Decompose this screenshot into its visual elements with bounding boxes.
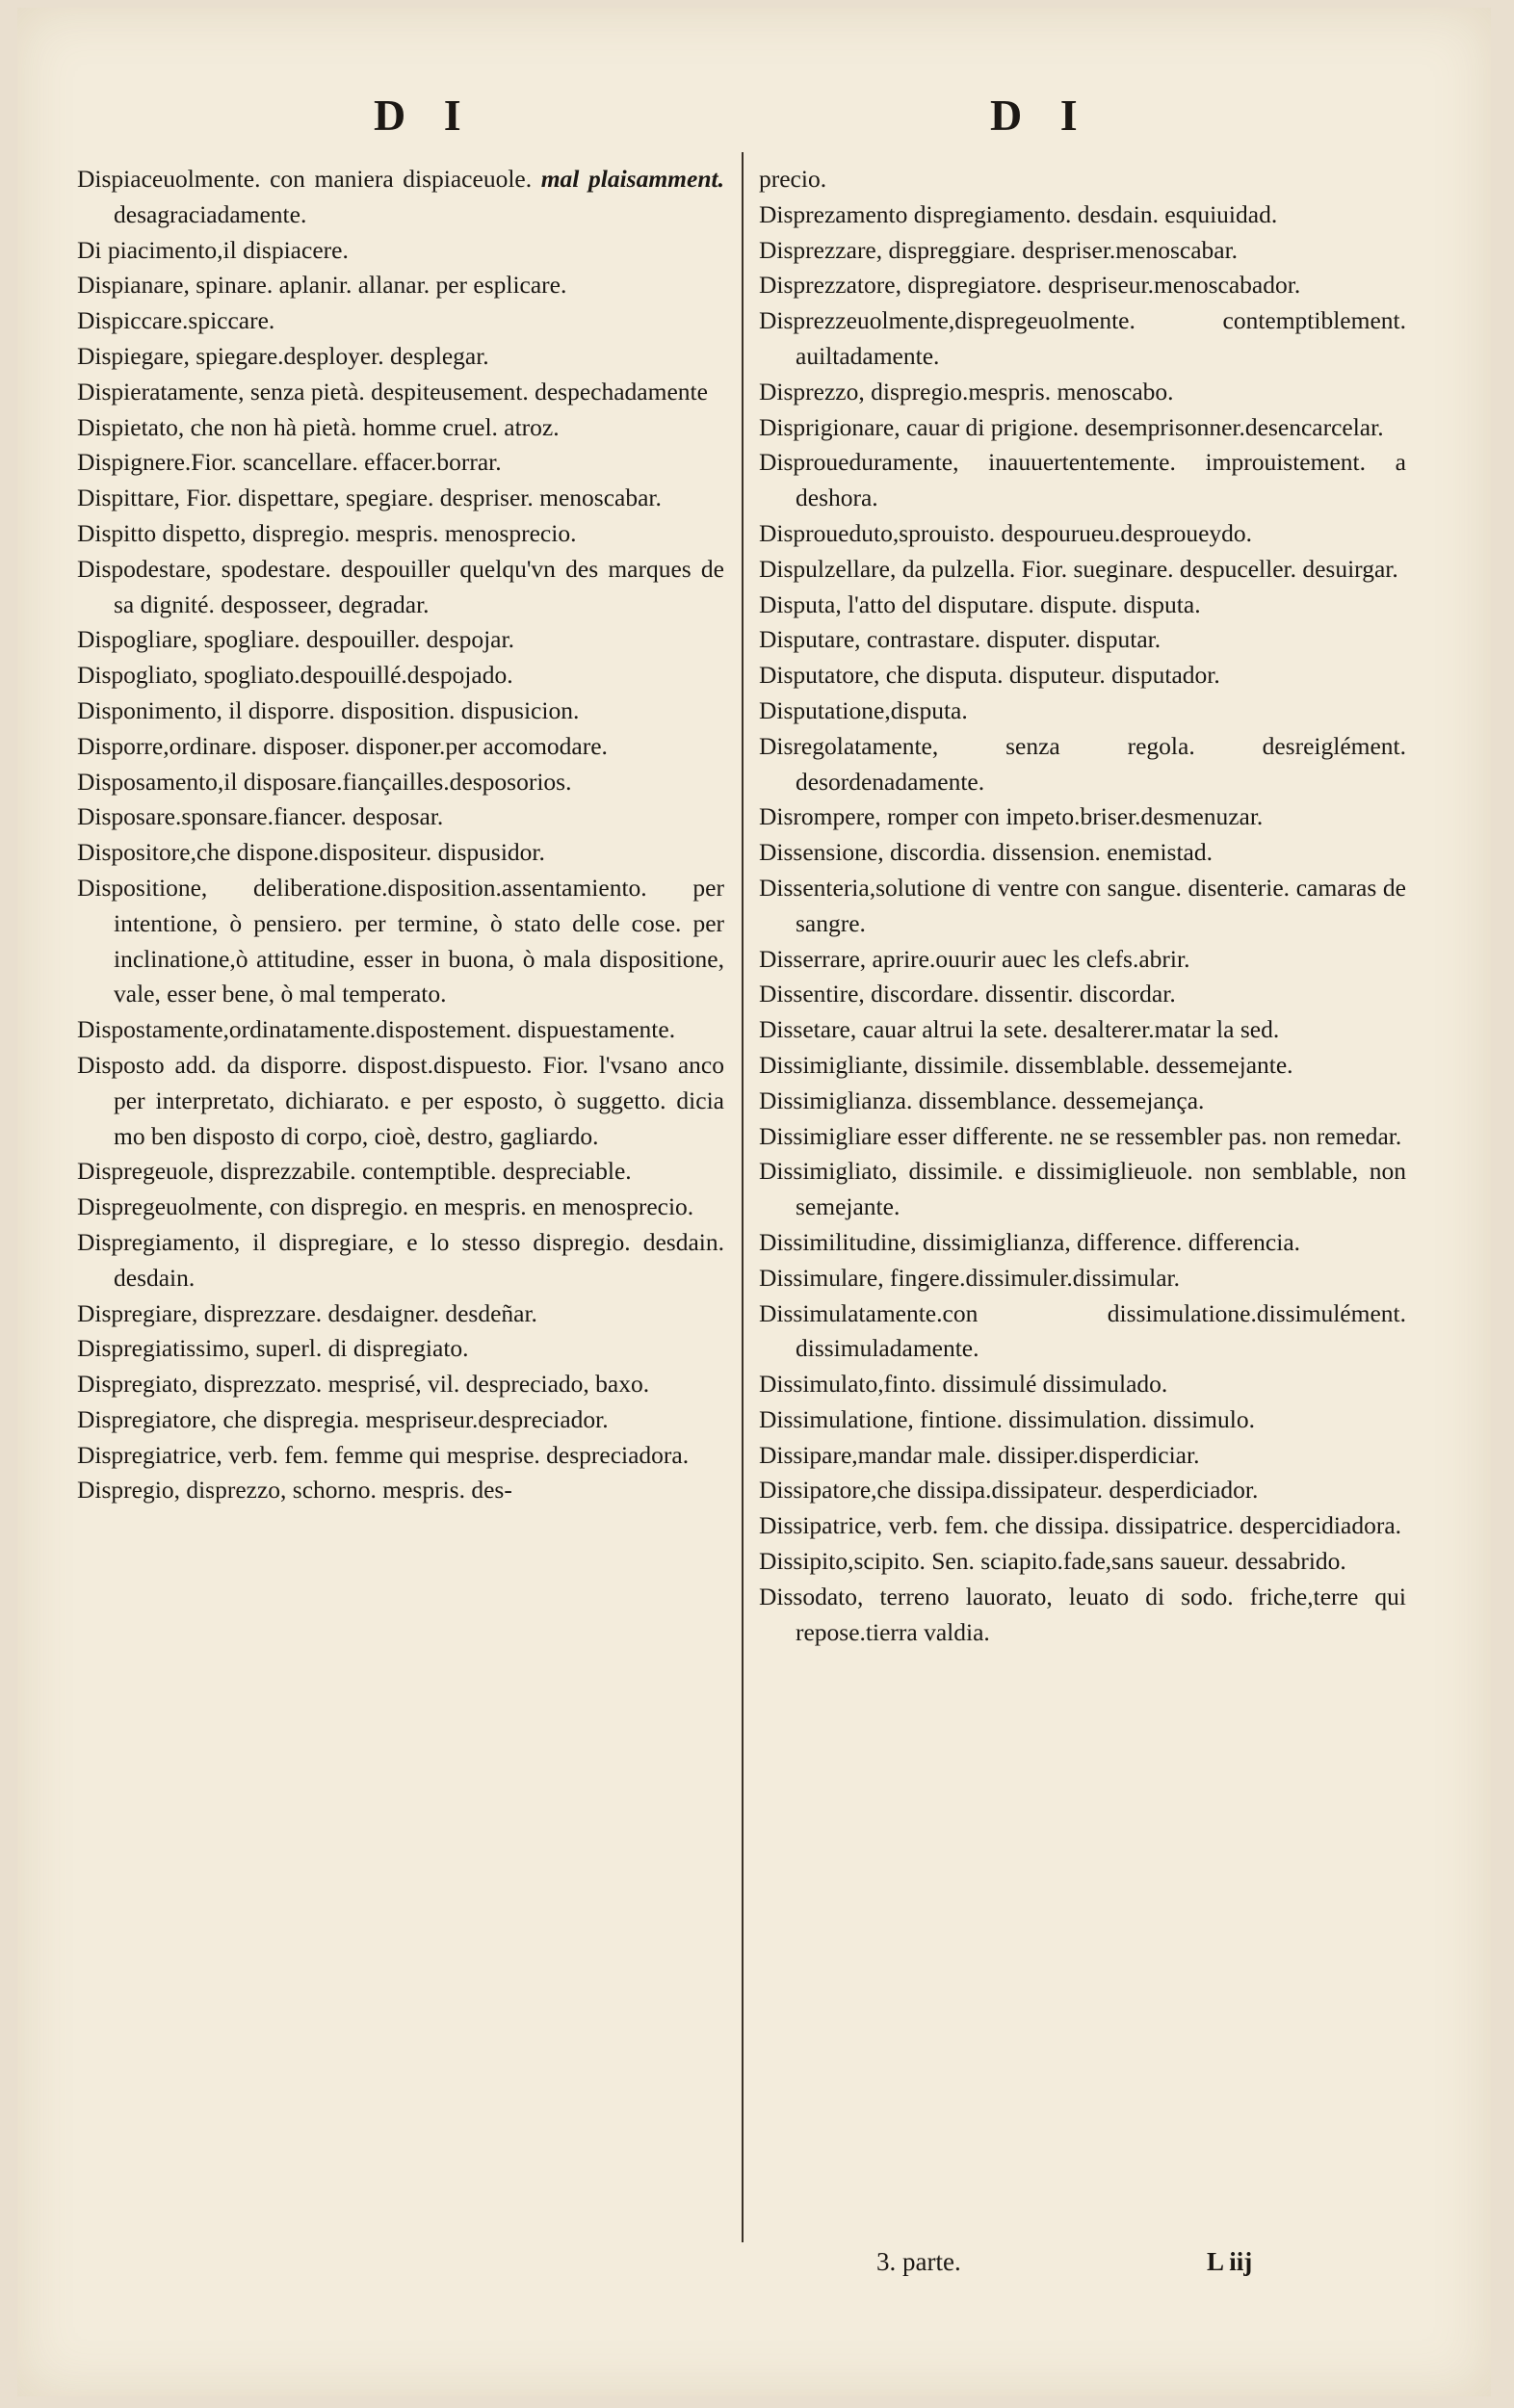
entry: Dissimilitudine, dissimiglianza, difference. differencia. <box>759 1227 1301 1256</box>
column-divider <box>742 152 744 2242</box>
entry: Dispianare, spinare. aplanir. allanar. per esplicare. <box>77 271 567 300</box>
entry: Dispiaceuolmente. con maniera dispiaceuole. mal plaisamment. desagraciadamente. <box>77 165 724 228</box>
entry: Dispodestare, spodestare. despouiller quelqu'vn des marques de sa dignité. desposseer, degradar. <box>77 554 724 618</box>
entry: Dispieratamente, senza pietà. despiteusement. despechadamente <box>77 377 708 406</box>
dictionary-page <box>17 8 1491 2396</box>
entry: Dissimigliante, dissimile. dissemblable. dessemejante. <box>759 1050 1293 1079</box>
entry: precio. <box>759 165 827 193</box>
entry: Disposto add. da disporre. dispost.dispuesto. Fior. l'vsano anco per interpretato, dichiarato. e per esposto, ò suggetto. dicia mo ben disposto di corpo, cioè, destro, gagliardo. <box>77 1050 724 1150</box>
entry: Dispregeuolmente, con dispregio. en mespris. en menosprecio. <box>77 1192 694 1221</box>
entry: Dispregiatrice, verb. fem. femme qui mesprise. despreciadora. <box>77 1440 690 1469</box>
entry: Dispogliare, spogliare. despouiller. despojar. <box>77 625 514 654</box>
entry: Dissimulare, fingere.dissimuler.dissimular. <box>759 1263 1180 1292</box>
entry: Disprezzatore, dispregiatore. despriseur.menoscabador. <box>759 271 1301 300</box>
entry: Dissipare,mandar male. dissiper.disperdiciar. <box>759 1440 1200 1469</box>
entry: Disprigionare, cauar di prigione. desemprisonner.desencarcelar. <box>759 412 1384 441</box>
signature-mark: 3. parte. <box>876 2247 961 2276</box>
entry: Dispulzellare, da pulzella. Fior. sueginare. despuceller. desuirgar. <box>759 554 1398 583</box>
entry: Disporre,ordinare. disposer. disponer.per accomodare. <box>77 731 608 760</box>
entry: Disputare, contrastare. disputer. disputar. <box>759 625 1162 654</box>
entry: Disprezzare, dispreggiare. despriser.menoscabar. <box>759 235 1239 264</box>
entry: Dissentire, discordare. dissentir. discordar. <box>759 980 1176 1008</box>
entry: Dissimulato,finto. dissimulé dissimulado. <box>759 1370 1168 1399</box>
entry: Dispregiatore, che dispregia. mespriseur.despreciador. <box>77 1404 609 1433</box>
entry: Dissipito,scipito. Sen. sciapito.fade,sans saueur. dessabrido. <box>759 1547 1346 1576</box>
entry: Dispignere.Fior. scancellare. effacer.borrar. <box>77 448 502 477</box>
entry: Disprezzo, dispregio.mespris. menoscabo. <box>759 377 1174 406</box>
entry: Dissimulatione, fintione. dissimulation. dissimulo. <box>759 1404 1255 1433</box>
entry: Dispostamente,ordinatamente.dispostement. dispuestamente. <box>77 1015 676 1044</box>
entry: Dispregiare, disprezzare. desdaigner. desdeñar. <box>77 1298 537 1327</box>
entry: Dispregiato, disprezzato. mesprisé, vil. despreciado, baxo. <box>77 1370 650 1399</box>
entry: Di piacimento,il dispiacere. <box>77 235 349 264</box>
entry: Dispietato, che non hà pietà. homme cruel. atroz. <box>77 412 560 441</box>
entry: Dissimigliare esser differente. ne se ressembler pas. non remedar. <box>759 1121 1402 1150</box>
entry: Disprezamento dispregiamento. desdain. esquiuidad. <box>759 199 1278 228</box>
entry: Dissodato, terreno lauorato, leuato di sodo. friche,terre qui repose.tierra valdia. <box>759 1582 1406 1646</box>
entry: Dispitto dispetto, dispregio. mespris. menosprecio. <box>77 518 577 547</box>
entry: Dissimigliato, dissimile. e dissimiglieuole. non semblable, non semejante. <box>759 1157 1406 1221</box>
entry: Disputatione,disputa. <box>759 695 968 724</box>
entry: Dispositione, deliberatione.disposition.assentamiento. per intentione, ò pensiero. per termine, ò stato delle cose. per inclinatione,ò attitudine, esser in buona, ò mala dispositione, vale, esser bene, ò mal temperato. <box>77 873 724 1008</box>
entry: Dispregio, disprezzo, schorno. mespris. des- <box>77 1476 512 1505</box>
entry: Dissipatore,che dissipa.dissipateur. desperdiciador. <box>759 1476 1259 1505</box>
entry: Disponimento, il disporre. disposition. dispusicion. <box>77 695 580 724</box>
entry: Dissenteria,solutione di ventre con sangue. disenterie. camaras de sangre. <box>759 873 1406 937</box>
entry: Disputa, l'atto del disputare. dispute. disputa. <box>759 589 1201 618</box>
entry: Dissensione, discordia. dissension. enemistad. <box>759 838 1213 867</box>
entry: Dissetare, cauar altrui la sete. desalterer.matar la sed. <box>759 1015 1280 1044</box>
entry: Dispiegare, spiegare.desployer. desplegar. <box>77 341 489 370</box>
entry: Dissimulatamente.con dissimulatione.dissimulément. dissimuladamente. <box>759 1298 1406 1363</box>
entry: Dispregiamento, il dispregiare, e lo stesso dispregio. desdain. desdain. <box>77 1227 724 1292</box>
sheet-mark: L iij <box>1207 2247 1253 2276</box>
entry: Disregolatamente, senza regola. desreiglément. desordenadamente. <box>759 731 1406 796</box>
entry: Dispregiatissimo, superl. di dispregiato. <box>77 1334 469 1363</box>
entry: Disputatore, che disputa. disputeur. disputador. <box>759 661 1220 690</box>
entry: Dispregeuole, disprezzabile. contemptible. despreciable. <box>77 1157 632 1186</box>
running-header-right: D I <box>990 91 1091 140</box>
entry: Disposare.sponsare.fiancer. desposar. <box>77 802 444 831</box>
running-header-left: D I <box>374 91 475 140</box>
entry: Disposamento,il disposare.fiançailles.desposorios. <box>77 767 572 796</box>
left-column <box>77 162 724 1508</box>
entry: Disprezzeuolmente,dispregeuolmente. contemptiblement. auiltadamente. <box>759 306 1406 370</box>
entry: Dissipatrice, verb. fem. che dissipa. dissipatrice. despercidiadora. <box>759 1511 1402 1540</box>
entry: Dispogliato, spogliato.despouillé.despojado. <box>77 661 513 690</box>
entry: Dissimiglianza. dissemblance. dessemejança. <box>759 1086 1205 1114</box>
entry: Disproueduto,sprouisto. despourueu.desproueydo. <box>759 518 1253 547</box>
entry: Dispiccare.spiccare. <box>77 306 275 335</box>
entry: Disserrare, aprire.ouurir auec les clefs.abrir. <box>759 944 1190 973</box>
right-column <box>759 162 1406 1650</box>
entry: Dispositore,che dispone.dispositeur. dispusidor. <box>77 838 545 867</box>
entry: Dispittare, Fior. dispettare, spegiare. despriser. menoscabar. <box>77 484 662 512</box>
entry: Disproueduramente, inauuertentemente. improuistement. a deshora. <box>759 448 1406 512</box>
entry: Disrompere, romper con impeto.briser.desmenuzar. <box>759 802 1264 831</box>
